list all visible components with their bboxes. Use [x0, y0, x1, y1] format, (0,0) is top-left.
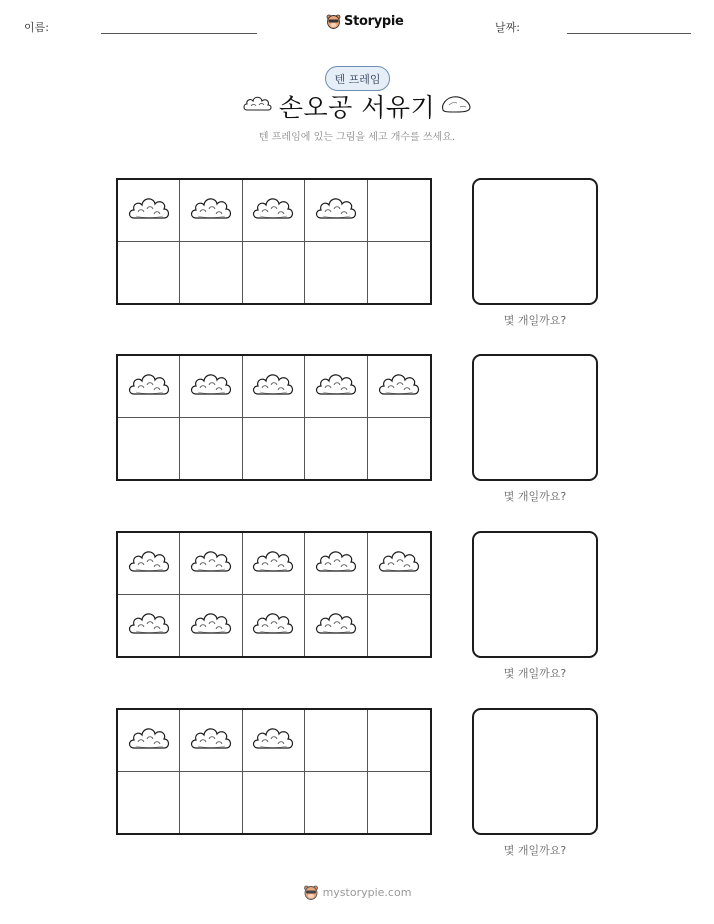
cloud-icon — [189, 721, 233, 759]
cloud-icon — [314, 606, 358, 644]
ten-frame — [116, 354, 432, 481]
frame-cell — [305, 595, 367, 657]
cloud-icon — [314, 191, 358, 229]
frame-cell — [180, 180, 242, 242]
frame-cell — [368, 533, 430, 595]
page-title: 손오공 서유기 — [278, 93, 436, 122]
frame-cell — [305, 242, 367, 304]
cloud-icon — [127, 721, 171, 759]
answer-box[interactable] — [472, 708, 598, 835]
cloud-icon — [377, 544, 421, 582]
brand — [326, 13, 404, 30]
answer-label: 몇 개일까요? — [503, 667, 567, 680]
frame-cell — [368, 356, 430, 418]
frame-cell — [243, 533, 305, 595]
frame-cell — [368, 418, 430, 480]
frame-cell — [305, 772, 367, 834]
answer-box[interactable] — [472, 531, 598, 658]
frame-cell — [118, 242, 180, 304]
cloud-icon — [127, 544, 171, 582]
cloud-icon — [189, 544, 233, 582]
cloud-icon — [251, 191, 295, 229]
ten-frame — [116, 708, 432, 835]
date-line — [567, 33, 691, 34]
cloud-icon — [314, 367, 358, 405]
frame-cell — [368, 242, 430, 304]
frame-cell — [368, 772, 430, 834]
answer-box[interactable] — [472, 354, 598, 481]
frame-cell — [118, 418, 180, 480]
cloud-icon — [251, 367, 295, 405]
cloud-icon — [251, 721, 295, 759]
frame-cell — [243, 772, 305, 834]
cloud-icon — [314, 544, 358, 582]
frame-cell — [118, 533, 180, 595]
rock-icon — [440, 93, 472, 115]
frame-cell — [305, 180, 367, 242]
cloud-icon — [377, 367, 421, 405]
frame-cell — [180, 710, 242, 772]
frame-cell — [368, 710, 430, 772]
topic-badge: 텐 프레임 — [325, 66, 390, 91]
answer-label: 몇 개일까요? — [503, 314, 567, 327]
cloud-icon — [189, 367, 233, 405]
storypie-logo-icon — [326, 13, 341, 30]
cloud-icon — [127, 606, 171, 644]
frame-cell — [368, 595, 430, 657]
cloud-icon — [189, 606, 233, 644]
ten-frame — [116, 531, 432, 658]
frame-cell — [243, 180, 305, 242]
footer-url: mystorypie.com — [322, 886, 412, 899]
frame-cell — [180, 772, 242, 834]
frame-cell — [305, 533, 367, 595]
frame-cell — [118, 772, 180, 834]
date-label: 날짜: — [495, 21, 520, 34]
frame-cell — [305, 710, 367, 772]
answer-box[interactable] — [472, 178, 598, 305]
frame-cell — [243, 242, 305, 304]
cloud-icon — [251, 544, 295, 582]
name-line — [101, 33, 257, 34]
cloud-icon — [127, 191, 171, 229]
frame-cell — [118, 710, 180, 772]
cloud-icon — [189, 191, 233, 229]
frame-cell — [180, 418, 242, 480]
storypie-logo-icon — [303, 884, 319, 901]
frame-cell — [305, 356, 367, 418]
instructions: 텐 프레임에 있는 그림을 세고 개수를 쓰세요. — [258, 132, 456, 143]
frame-cell — [243, 710, 305, 772]
frame-cell — [180, 533, 242, 595]
cloud-icon — [251, 606, 295, 644]
frame-cell — [368, 180, 430, 242]
frame-cell — [180, 356, 242, 418]
name-label: 이름: — [24, 21, 49, 34]
frame-cell — [243, 595, 305, 657]
frame-cell — [305, 418, 367, 480]
brand-name: Storypie — [344, 14, 404, 29]
ten-frame — [116, 178, 432, 305]
answer-label: 몇 개일까요? — [503, 490, 567, 503]
frame-cell — [118, 180, 180, 242]
answer-label: 몇 개일까요? — [503, 844, 567, 857]
frame-cell — [180, 595, 242, 657]
cloud-icon — [127, 367, 171, 405]
frame-cell — [243, 418, 305, 480]
frame-cell — [180, 242, 242, 304]
frame-cell — [118, 595, 180, 657]
frame-cell — [118, 356, 180, 418]
footer — [0, 884, 714, 901]
frame-cell — [243, 356, 305, 418]
